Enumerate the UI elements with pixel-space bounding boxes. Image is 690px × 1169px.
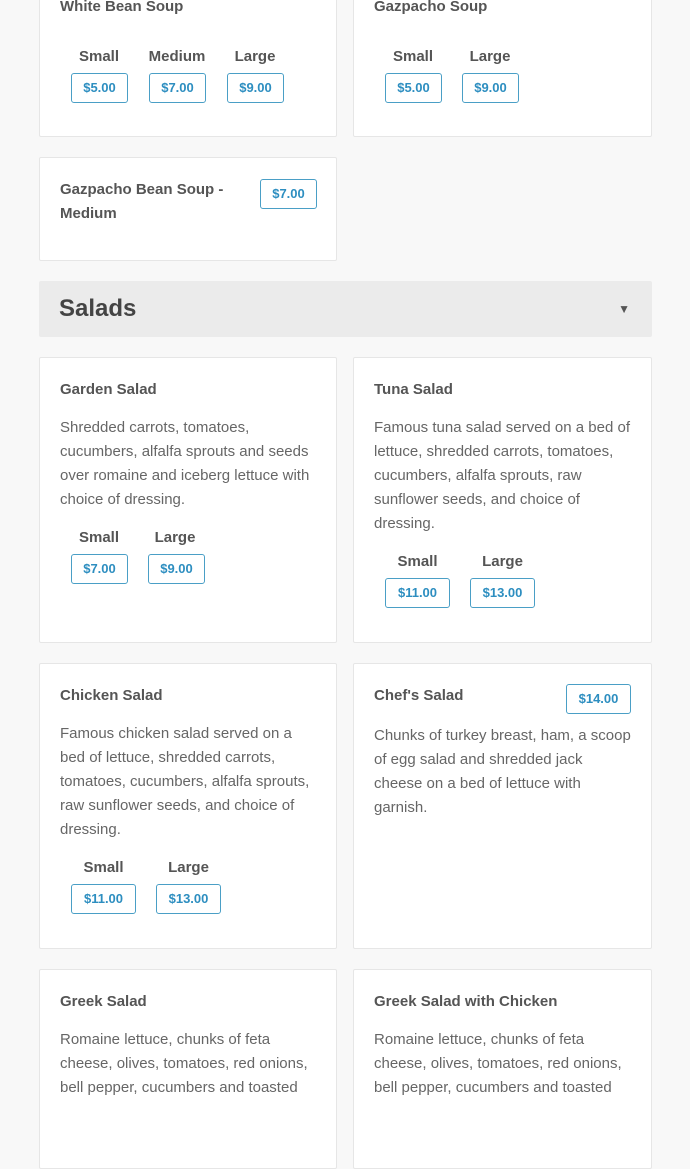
price-size-label: Small [83,859,124,876]
price-button-large[interactable]: $9.00 [148,554,205,584]
menu-item-description: Famous chicken salad served on a bed of lettuce, shredded carrots, tomatoes, cucumbers, alfalfa sprouts, raw sunflower seeds, and choice of dressing. [60,725,310,838]
price-button-small[interactable]: $11.00 [71,884,136,914]
collapse-arrow-icon[interactable]: ▼ [618,302,630,316]
price-size-label: Large [469,48,511,65]
price-button-large[interactable]: $13.00 [156,884,221,914]
price-button-small[interactable]: $5.00 [385,73,442,103]
menu-item-name: Garden Salad [60,381,157,398]
menu-item-card-gazpacho-bean-soup [39,157,337,261]
price-button-medium[interactable]: $7.00 [149,73,206,103]
menu-item-card-tuna-salad [353,357,652,643]
menu-item-description: Romaine lettuce, chunks of feta cheese, olives, tomatoes, red onions, bell pepper, cucumbers and toasted [60,1031,308,1096]
price-size-label: Small [78,529,120,546]
price-button-small[interactable]: $5.00 [71,73,128,103]
menu-item-card-chefs-salad [353,663,652,949]
section-title: Salads [59,295,137,322]
price-size-label: Small [397,553,438,570]
menu-item-name: Greek Salad [60,993,147,1010]
menu-item-name: Gazpacho Soup [374,0,488,15]
price-button-small[interactable]: $7.00 [71,554,128,584]
menu-item-description: Famous tuna salad served on a bed of lettuce, shredded carrots, tomatoes, cucumbers, alfalfa sprouts, raw sunflower seeds, and choice of dressing. [374,419,630,532]
section-header-salads[interactable] [39,281,652,337]
price-size-label: Large [482,553,523,570]
price-button-small[interactable]: $11.00 [385,578,450,608]
price-size-label: Large [168,859,209,876]
menu-item-name: Chicken Salad [60,687,163,704]
menu-item-description: Romaine lettuce, chunks of feta cheese, olives, tomatoes, red onions, bell pepper, cucumbers and toasted [374,1031,622,1096]
price-button-large[interactable]: $9.00 [462,73,519,103]
menu-item-card-greek-salad-chicken [353,969,652,1169]
price-size-label: Large [234,48,276,65]
menu-item-name: Greek Salad with Chicken [374,993,558,1010]
menu-item-name: White Bean Soup [60,0,184,15]
price-size-label: Small [78,48,120,65]
price-button-large[interactable]: $9.00 [227,73,284,103]
menu-item-card-garden-salad [39,357,337,643]
menu-item-description: Shredded carrots, tomatoes, cucumbers, alfalfa sprouts and seeds over romaine and iceberg lettuce with choice of dressing. [60,419,310,508]
menu-item-card-greek-salad [39,969,337,1169]
price-button[interactable]: $7.00 [260,179,317,209]
menu-item-name: Gazpacho Bean Soup - Medium [60,181,224,222]
menu-item-name: Chef's Salad [374,687,464,704]
price-button[interactable]: $14.00 [566,684,631,714]
menu-item-card-gazpacho-soup [353,0,652,137]
menu-item-card-chicken-salad [39,663,337,949]
price-size-label: Large [154,529,196,546]
menu-item-name: Tuna Salad [374,381,453,398]
price-button-large[interactable]: $13.00 [470,578,535,608]
price-size-label: Medium [148,48,206,65]
menu-item-card-white-bean-soup [39,0,337,137]
price-size-label: Small [392,48,434,65]
menu-item-description: Chunks of turkey breast, ham, a scoop of egg salad and shredded jack cheese on a bed of lettuce with garnish. [374,727,631,816]
